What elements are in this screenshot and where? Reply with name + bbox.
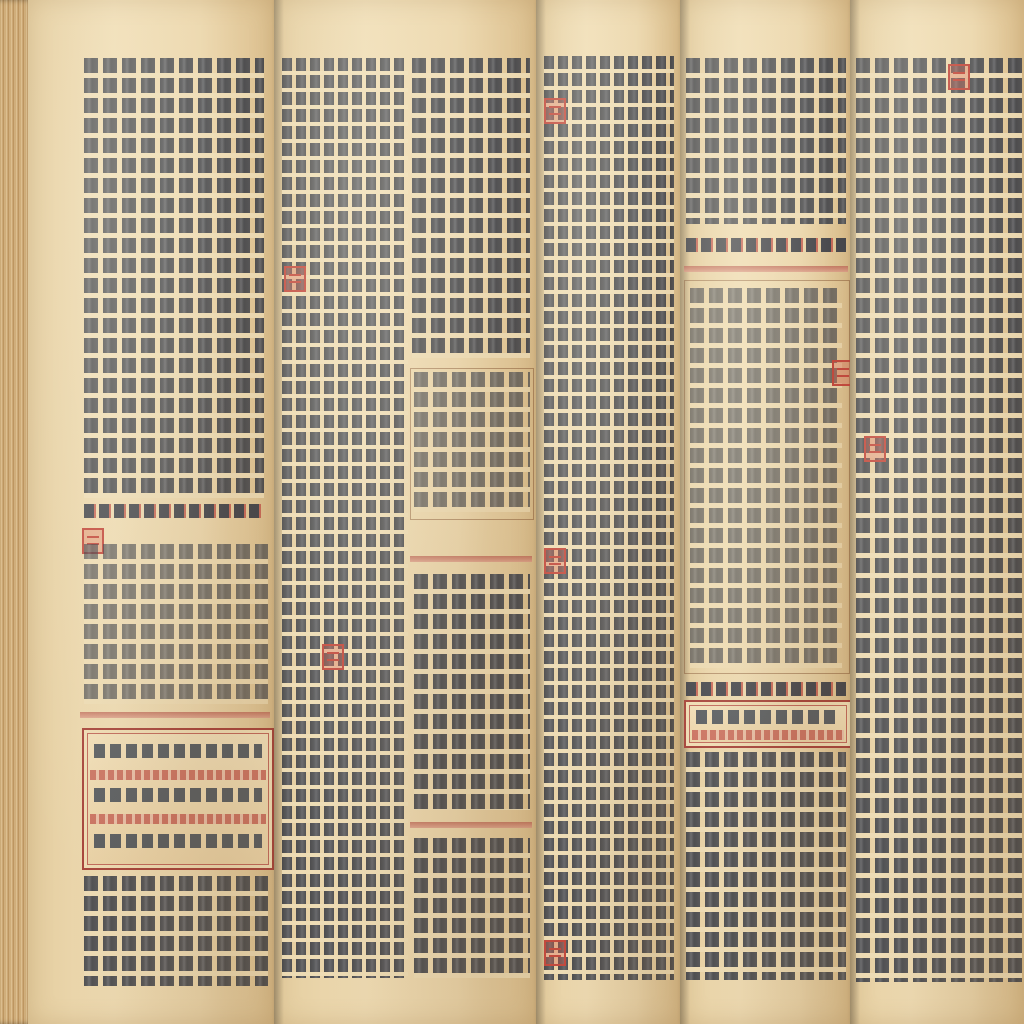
red-rule (410, 822, 532, 828)
text-columns (412, 58, 530, 358)
text-columns (686, 58, 846, 224)
panel-text (94, 744, 262, 758)
text-columns (690, 288, 842, 668)
panel-band (90, 814, 266, 824)
panel-band (90, 770, 266, 780)
text-columns (414, 838, 530, 978)
text-rule (686, 238, 846, 252)
decorated-panel (684, 700, 852, 748)
book-leaf-1 (28, 0, 274, 1024)
panel-band (692, 730, 844, 740)
book-leaf-4 (680, 0, 850, 1024)
red-seal-mark (544, 548, 566, 574)
red-seal-mark (322, 644, 344, 670)
text-columns (686, 752, 846, 980)
text-rule (84, 504, 264, 518)
text-columns (414, 574, 530, 810)
red-rule (684, 266, 848, 272)
text-columns (856, 58, 1022, 982)
red-seal-mark (544, 98, 566, 124)
book-leaf-3 (536, 0, 680, 1024)
text-columns (282, 58, 408, 978)
text-columns (414, 372, 530, 512)
panel-text (696, 710, 840, 724)
red-seal-mark (284, 266, 306, 292)
decorated-panel (82, 728, 274, 870)
red-rule (410, 556, 532, 562)
text-rule (686, 682, 846, 696)
text-columns (84, 876, 268, 986)
red-seal-mark (544, 940, 566, 966)
panel-text (94, 788, 262, 802)
text-columns (84, 544, 268, 704)
red-seal-mark (948, 64, 970, 90)
text-columns (84, 58, 264, 498)
book-leaf-2 (274, 0, 536, 1024)
red-seal-mark (864, 436, 886, 462)
text-columns (544, 56, 674, 980)
red-rule (80, 712, 270, 718)
book-leaf-5 (850, 0, 1024, 1024)
panel-text (94, 834, 262, 848)
